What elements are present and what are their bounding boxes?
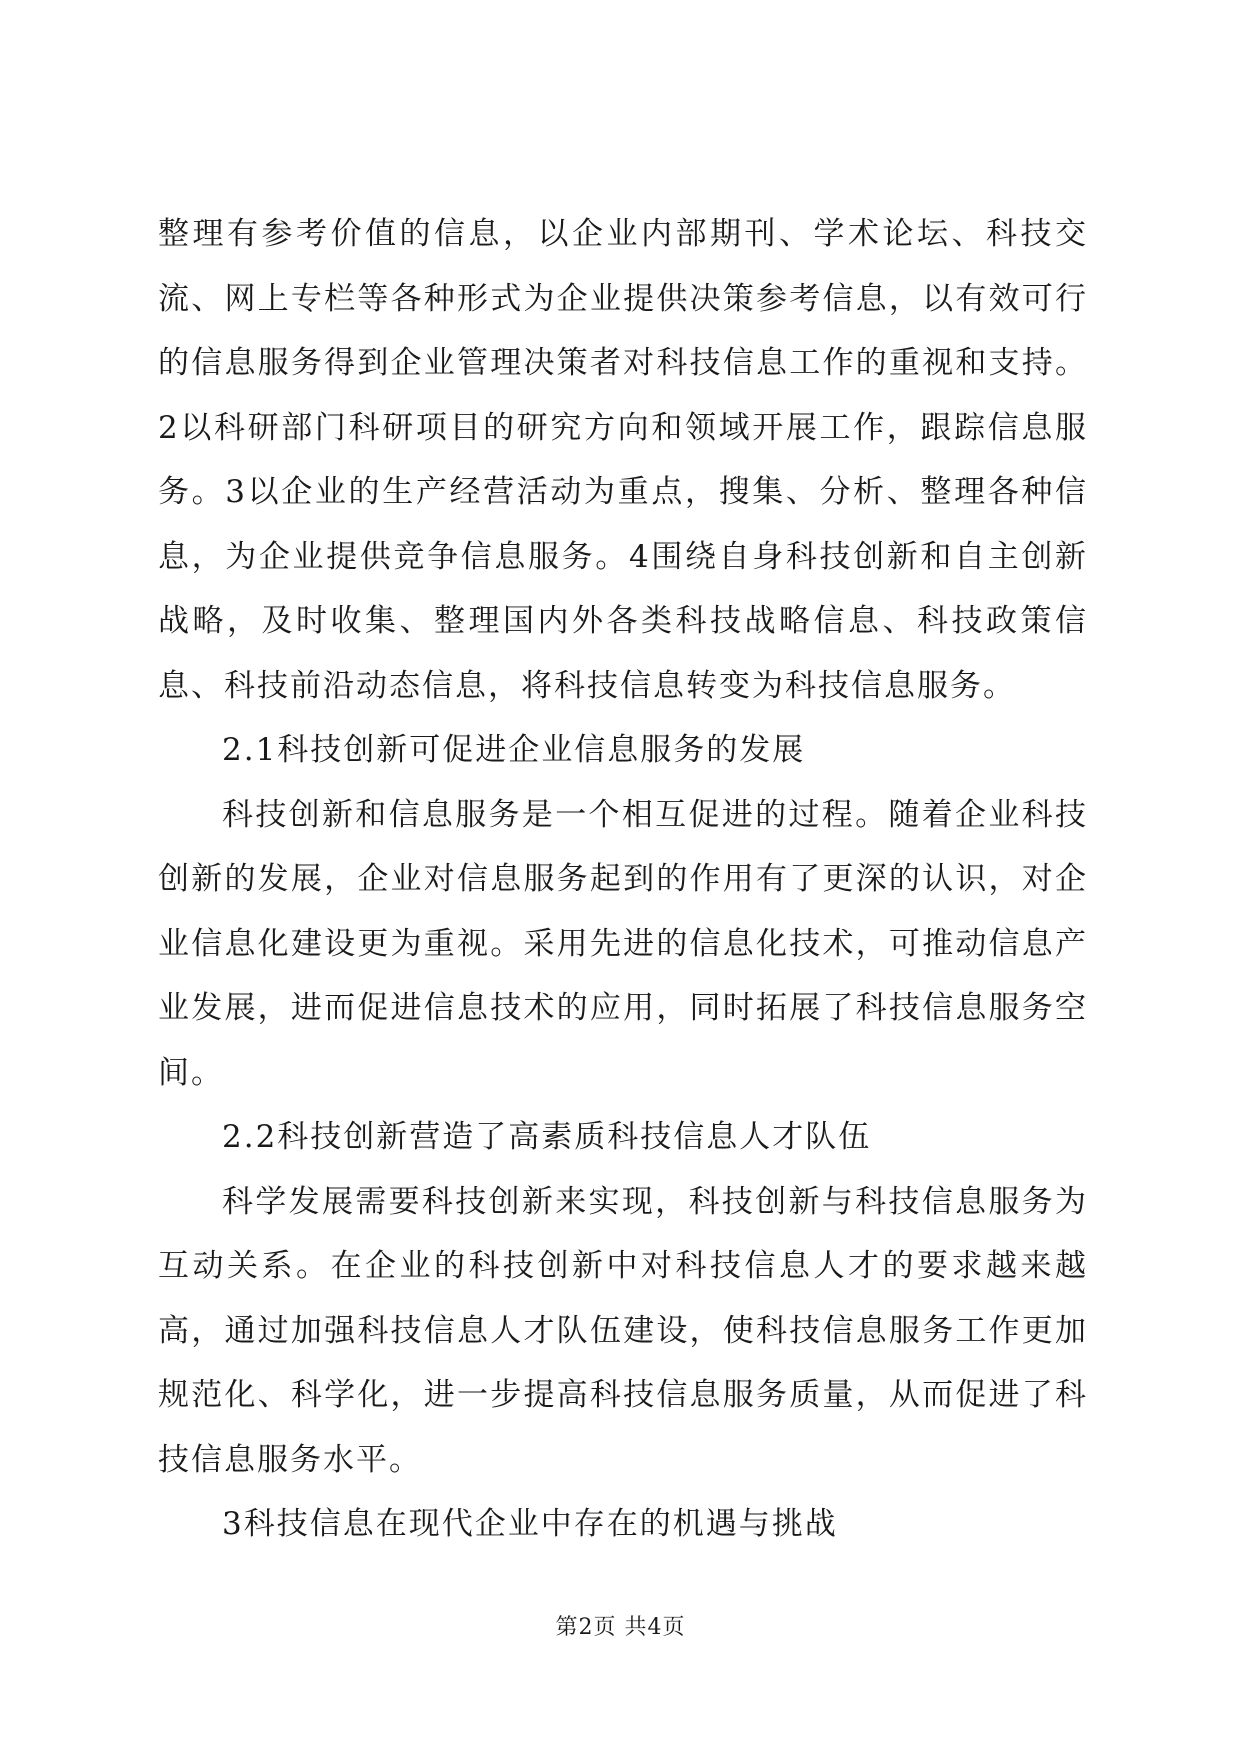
document-body <box>158 202 1088 1557</box>
section-heading-2-2: 2.2科技创新营造了高素质科技信息人才队伍 <box>222 1119 872 1155</box>
paragraph-section-2-1: 科技创新和信息服务是一个相互促进的过程。随着企业科技创新的发展，企业对信息服务起到的作用有了更深的认识，对企业信息化建设更为重视。采用先进的信息化技术，可推动信息产业发展，进而促进信息技术的应用，同时拓展了科技信息服务空间。 <box>158 796 1088 1091</box>
paragraph-section-2-2: 科学发展需要科技创新来实现，科技创新与科技信息服务为互动关系。在企业的科技创新中对科技信息人才的要求越来越高，通过加强科技信息人才队伍建设，使科技信息服务工作更加规范化、科学化，进一步提高科技信息服务质量，从而促进了科技信息服务水平。 <box>158 1183 1088 1478</box>
page-number-footer: 第2页 共4页 <box>555 1615 686 1640</box>
paragraph-continuation: 整理有参考价值的信息，以企业内部期刊、学术论坛、科技交流、网上专栏等各种形式为企业提供决策参考信息，以有效可行的信息服务得到企业管理决策者对科技信息工作的重视和支持。2以科研部门科研项目的研究方向和领域开展工作，跟踪信息服务。3以企业的生产经营活动为重点，搜集、分析、整理各种信息，为企业提供竞争信息服务。4围绕自身科技创新和自主创新战略，及时收集、整理国内外各类科技战略信息、科技政策信息、科技前沿动态信息，将科技信息转变为科技信息服务。 <box>158 216 1088 704</box>
section-heading-2-1: 2.1科技创新可促进企业信息服务的发展 <box>222 732 806 768</box>
section-heading-3: 3科技信息在现代企业中存在的机遇与挑战 <box>222 1506 838 1542</box>
